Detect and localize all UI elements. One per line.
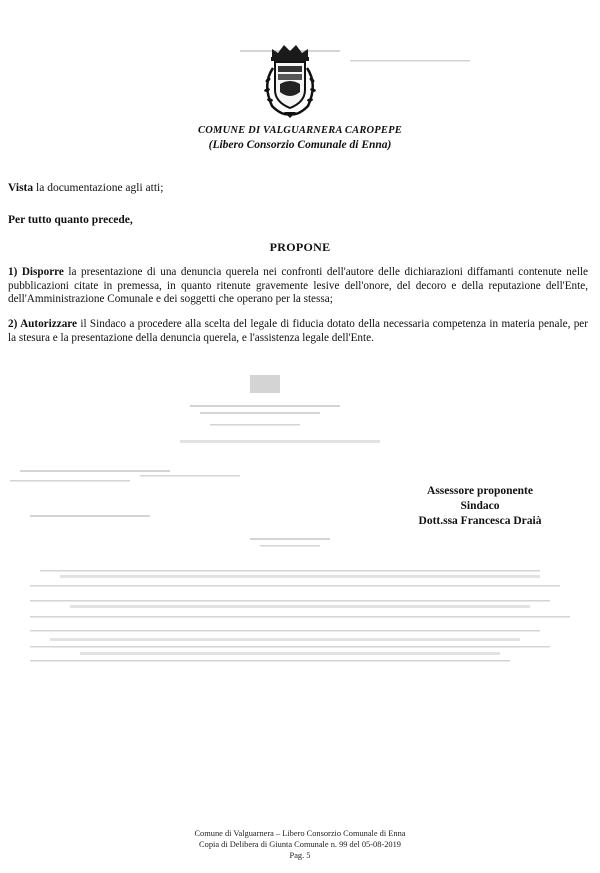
page-footer [0,828,600,861]
municipal-coat-of-arms-icon [258,40,322,122]
item-verb: Disporre [21,266,64,278]
item-text: il Sindaco a procedere alla scelta del legale di fiducia dotato della necessaria competenza in materia penale, per la stesura e la presentazione della denuncia querela, e l'assistenza legale dell'Ente. [8,318,588,344]
proposal-item-1 [8,266,588,307]
vista-bold: Vista [8,182,34,194]
proposal-item-2 [8,318,588,345]
footer-line-2: Copia di Delibera di Giunta Comunale n. 99 del 05-08-2019 [199,840,401,849]
footer-page-number: Pag. 5 [289,851,311,860]
per-tutto-heading: Per tutto quanto precede, [8,214,133,226]
vista-text: la documentazione agli atti; [33,182,164,194]
signature-block [400,484,560,529]
item-number: 1) [8,266,22,278]
item-text: la presentazione di una denuncia querela nei confronti dell'autore delle dichiarazioni diffamanti contenute nelle pubblicazioni citate in premessa, in quanto ritenute gravemente lesive dell'onore, del decoro e della reputazione dell'Ente, dell'Amministrazione Comunale e dei soggetti che operano per la stessa; [8,266,589,306]
item-number: 2) [8,318,21,330]
vista-paragraph [8,181,163,195]
signature-name: Dott.ssa Francesca Draià [418,515,542,527]
consortium-name: (Libero Consorzio Comunale di Enna) [208,139,392,151]
item-verb: Autorizzare [20,318,78,330]
propone-heading: PROPONE [269,240,331,254]
footer-line-1: Comune di Valguarnera – Libero Consorzio Comunale di Enna [194,829,406,838]
signature-role: Assessore proponente [427,485,533,497]
municipality-name: COMUNE DI VALGUARNERA CAROPEPE [198,125,402,136]
signature-title: Sindaco [460,500,500,512]
